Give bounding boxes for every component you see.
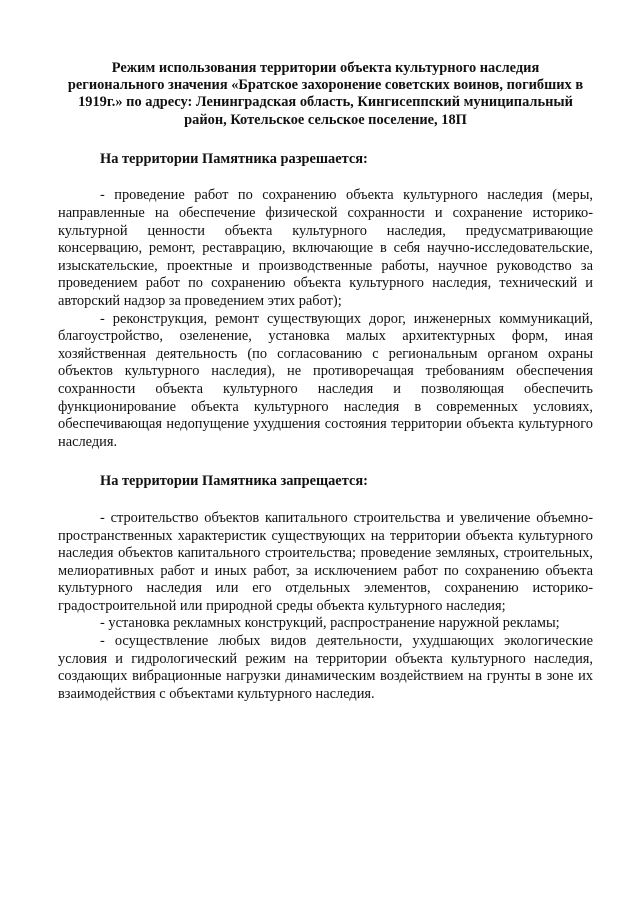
forbidden-heading: На территории Памятника запрещается: xyxy=(100,473,368,490)
forbidden-item-advertising: - установка рекламных конструкций, распространение наружной рекламы; xyxy=(100,615,560,632)
forbidden-list xyxy=(58,510,593,704)
allowed-heading: На территории Памятника разрешается: xyxy=(100,150,368,167)
allowed-item-reconstruction: - реконструкция, ремонт существующих дорог, инженерных коммуникаций, благоустройство, озеленение, установка малых архитектурных форм, иная хозяйственная деятельность (по согласованию с региональным органом охраны объектов культурного наследия), не противоречащая требованиям обеспечения сохранности объекта культурного наследия и позволяющая обеспечить функционирование объекта культурного наследия в современных условиях, обеспечивающая недопущение ухудшения состояния территории объекта культурного наследия. xyxy=(58,310,593,450)
forbidden-item-construction: - строительство объектов капитального строительства и увеличение объемно-пространственных характеристик существующих на территории объекта культурного наследия объектов капитального строительства; проведение земляных, строительных, мелиоративных работ и иных работ, за исключением работ по сохранению объекта культурного наследия или его отдельных элементов, сохранению историко-градостроительной или природной среды объекта культурного наследия; xyxy=(58,509,593,614)
allowed-list xyxy=(58,187,593,451)
allowed-item-conservation: - проведение работ по сохранению объекта культурного наследия (меры, направленные на обеспечение физической сохранности и сохранение историко-культурной ценности объекта культурного наследия, предусматривающие консервацию, ремонт, реставрацию, включающие в себя научно-исследовательские, изыскательские, проектные и производственные работы, научное руководство за проведением работ по сохранению объекта культурного наследия, технический и авторский надзор за проведением этих работ); xyxy=(58,187,593,309)
document-title: Режим использования территории объекта культурного наследия регионального значения «Братское захоронение советских воинов, погибших в 1919г.» по адресу: Ленинградская область, Кингисеппский муниципальный район, Котельское сельское поселение, 18П xyxy=(67,60,584,128)
forbidden-item-activities: - осуществление любых видов деятельности, ухудшающих экологические условия и гидрологический режим на территории объекта культурного наследия, создающих вибрационные нагрузки динамическим воздействием на грунты в зоне их взаимодействия с объектами культурного наследия. xyxy=(58,633,593,702)
